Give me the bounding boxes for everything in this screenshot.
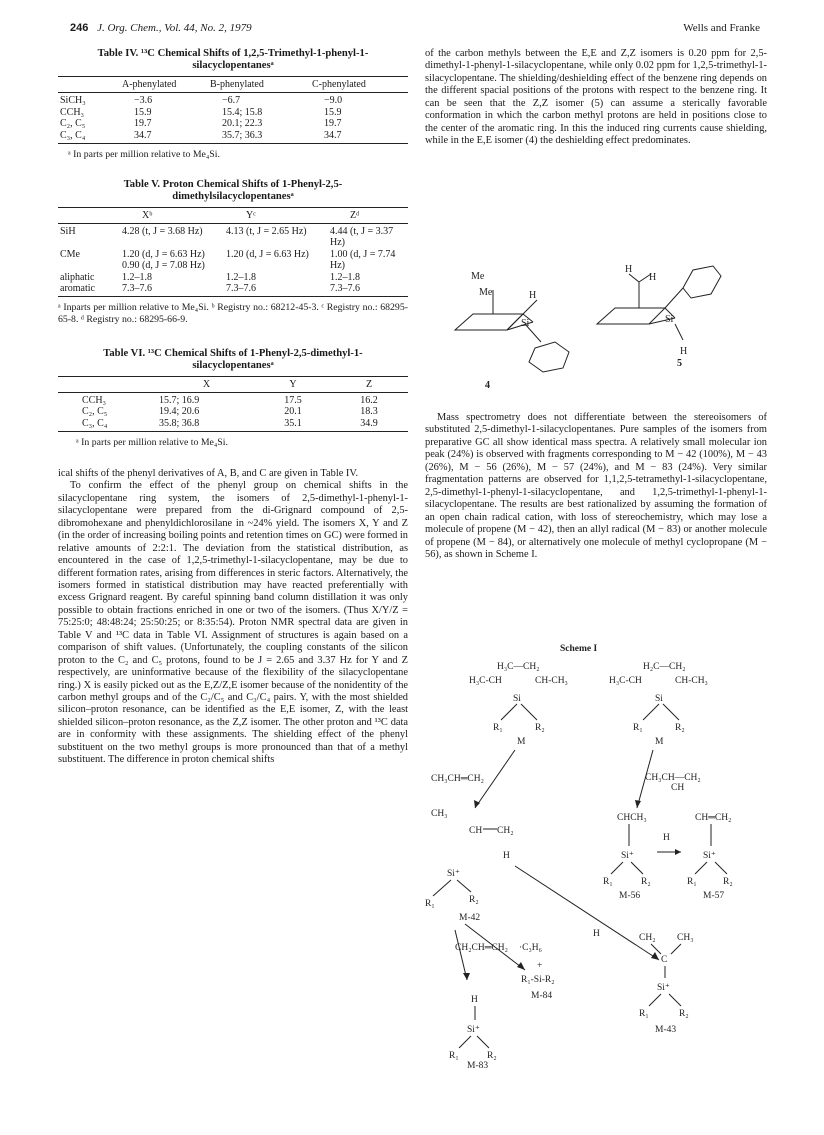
scheme-text: R₂ [535,723,545,733]
table4-header: A-phenylated [120,77,208,93]
s4-me: Me [479,287,493,298]
table-cell: 15.4; 15.8 [222,106,263,118]
table-cell: 1.00 (d, J = 7.74 Hz) [330,248,396,272]
scheme-arrow-label: CH₂CH═CH₂ [455,943,508,953]
scheme-text: CH [469,826,483,836]
table-cell: 34.9 [330,418,408,432]
scheme-M83 [449,995,497,1061]
table-cell: 15.7; 16.9 [159,395,200,407]
scheme-M83-label: M-83 [467,1061,489,1071]
table-cell: 15.9 [134,106,152,118]
scheme-arrow-label: CH₃CH—CH₂ [645,773,701,783]
table5-header: Yᶜ [224,207,328,223]
scheme-text: R₁ [639,1009,649,1019]
table4-title: Table IV. ¹³C Chemical Shifts of 1,2,5-Trimethyl-1-phenyl-1-silacyclopentanesᵃ [97,48,369,71]
right-column [425,48,767,148]
scheme-text: CH₂ [639,933,656,943]
table-cell: CCH₃ [60,106,85,118]
table5 [58,207,408,298]
table-cell: SiH [60,226,76,238]
body-paragraph: of the carbon methyls between the E,E and Z,Z isomers is 0.20 ppm for 2,5-dimethyl-1-phenyl-1-silacyclopentane, while only 0.02 ppm for 1,2,5-trimethyl-1-silacyclopentane. The shielding/deshielding effect of the benzene ring depends on the different spacial positions of the protons with respect to the benzene ring. It can be seen that the Z,Z isomer (5) can assume a sterically favorable conformation in which the carbon methyl protons are held in positions close to the center of the aromatic ring. In this the induced ring currents cause shielding, while in the E,E isomer (4) the deshielding effect predominates. [425,48,767,147]
table6-title: Table VI. ¹³C Chemical Shifts of 1-Phenyl-2,5-dimethyl-1-silacyclopentanesᵃ [103,347,363,371]
table-cell: −6.7 [222,95,241,107]
table6-header: Z [330,376,408,392]
scheme-text: Si [655,694,663,704]
scheme-text: H [503,851,510,861]
scheme-1 [425,640,785,1071]
scheme-text: H₃C-CH [469,676,502,686]
scheme-text: CH₂ [497,826,514,836]
table-cell: 15.9 [324,106,342,118]
table-cell: 1.2–1.8 [226,271,256,283]
table-cell: aromatic [58,283,120,297]
scheme-M57 [687,813,733,901]
s5-h3: H [680,346,688,357]
table-cell: 4.28 (t, J = 3.68 Hz) [122,226,203,238]
table-cell: 7.3–7.6 [120,283,224,297]
body-paragraph: To confirm the effect of the phenyl group on chemical shifts in the silacyclopentane ring system, the isomers of 2,5-dimethyl-1-phenyl-1-silacyclopentane were prepared from the di-Grignard compound of 2,5-dibromohexane and phenyldichlorosilane in ~24% yield. The isomers X, Y and Z (in the order of increasing boiling points and retention times on GC) were formed in relative amounts of 2:2:1. The deviation from the statistical distribution, as encountered in the case of 1,2,5-trimethyl-1-silacyclopentane, may be due to different formation rates, arising from differences in steric factors. Alternatively, the isomers formed in statistical distribution may have reacted preferentially with excess Grignard reagent. By careful spinning band column distillation it was only possible to obtain fractions enriched in one or two of the isomers. (Thus X/Y/Z = 75:25:0; 48:48:24; 25:50:25; or 8:35:54). Proton NMR spectral data are given in Table V and ¹³C data in Table VI. Assignment of structures is again based on a comparison of shift values. (Unfortunately, the coupling constants of the silicon proton to the C₂ and C₅ protons, found to be J = 2.65 and 3.37 Hz for Y and Z respectively, are uninformative because of the flexibility of the silacyclopentane ring.) X is easily picked out as the E,Z/Z,E isomer because of the nonidentity of the carbon methyl groups and of the C₂/C₅ and C₃/C₄ pairs. Y, with the most shielded silicon–proton resonance, can be identified as the E,E isomer, Z, with the least shielded silicon–proton resonance, as the Z,Z isomer. The other proton and ¹³C data are in conformity with these assignments. The shielding effect of the phenyl substituent on the two methyl groups is more pronounced than that of a methyl substituent. The difference in proton chemical shifts [58,480,408,766]
scheme-text: R₁ [449,1051,459,1061]
s4-h: H [529,290,537,301]
s4-label: 4 [485,380,490,391]
table-cell: 35.1 [256,418,330,432]
table-row [58,249,408,272]
table-row [58,130,408,144]
structure-5 [597,264,721,369]
left-column [58,48,408,767]
scheme-M43 [639,933,694,1035]
scheme-text: R₂ [487,1051,497,1061]
scheme-text: R₁ [687,877,697,887]
table6-header: Y [256,376,330,392]
table-cell: SiCH₃ [60,95,86,107]
table4 [58,76,408,144]
table6 [58,376,408,433]
scheme-text: M-42 [459,913,481,923]
scheme-text: CH₃ [677,933,694,943]
scheme-arrow-label: H [663,833,670,843]
scheme-text: M [517,737,526,747]
table5-title: Table V. Proton Chemical Shifts of 1-Phenyl-2,5-dimethylsilacyclopentanesᵃ [123,178,343,202]
s5-label: 5 [677,358,682,369]
table-cell: 1.20 (d, J = 6.63 Hz) [226,248,309,260]
page-number: 246 [70,22,89,34]
table-cell: 34.7 [310,130,408,144]
scheme-text: C [661,955,668,965]
table-cell: 17.5 [284,395,302,407]
s5-h1: H [625,264,633,275]
scheme-text: Si⁺ [657,983,670,993]
table-cell: 16.2 [360,395,378,407]
scheme-title: Scheme I [560,644,598,654]
body-paragraph: ical shifts of the phenyl derivatives of A, B, and C are given in Table IV. [58,467,359,479]
scheme-arrow-label: ·C₃H₆ [519,943,542,953]
scheme-text: R₁ [425,899,435,909]
scheme-arrow-label: CH [671,783,685,793]
table-cell: aliphatic [60,271,95,283]
body-paragraph: Mass spectrometry does not differentiate between the stereoisomers of substituted 2,5-dimethyl-1-silacyclopentanes. Pure samples of the isomers from preparative GC all show identical mass spectra. A relatively small molecular ion peak (24%) is observed with fragments corresponding to M − 42 (100%), M − 43 (26%), M − 56 (26%), M − 57 (24%), and M − 83 (24%). Very similar fragmentation patterns are observed for 1,1,2,5-tetramethyl-1-silacyclopentane, 2,5-dimethyl-1-phenyl-1-silacyclopentane, and 1,2,5-trimethyl-1-phenyl-1-silacyclopentane. The results are best rationalized by assuming the formation of an open chain radical cation, with loss of stereochemistry, which may lose a molecule of propene (M − 42), then an allyl radical (M − 83) or another molecule of propene (M − 84), or alternatively one molecule of methyl cyclopropane (M − 56), as shown in Scheme I. [425,412,767,560]
scheme-text: Si⁺ [621,851,634,861]
table-cell: 19.4; 20.6 [159,406,200,418]
table5-header: Xᵇ [120,207,224,223]
table-cell: 20.1; 22.3 [222,118,263,130]
scheme-text: CH-CH₃ [675,676,708,686]
table-row [58,118,408,129]
table4-header [58,77,120,93]
table-cell: C₃, C₄ [58,130,120,144]
scheme-text: R₂ [679,1009,689,1019]
table-cell: 34.7 [120,130,208,144]
table-cell: 19.7 [324,118,342,130]
scheme-text: CH₃ [431,809,448,819]
scheme-text: M-57 [703,891,725,901]
table5-footnote: ᵃ Inparts per million relative to Me₄Si. ᵇ Registry no.: 68212-45-3. ᶜ Registry no.: 68295-65-8. ᵈ Registry no.: 68295-66-9. [58,302,408,326]
running-authors: Wells and Franke [683,22,760,34]
scheme-text: Si⁺ [447,869,460,879]
table-cell: 4.13 (t, J = 2.65 Hz) [226,226,307,238]
structure-4 [455,271,569,391]
scheme-text: Si⁺ [467,1025,480,1035]
table-cell: 35.8; 36.8 [157,418,256,432]
journal-citation: J. Org. Chem., Vol. 44, No. 2, 1979 [97,22,252,34]
scheme-text: H₂C—CH₂ [643,662,686,672]
table-cell: −3.6 [134,95,153,107]
scheme-text: R₁ [493,723,503,733]
structures-4-5 [425,262,767,400]
scheme-text: R₁ [603,877,613,887]
table5-header [58,207,120,223]
table4-header: B-phenylated [208,77,310,93]
scheme-text: R₂ [723,877,733,887]
table4-footnote: ᵃ In parts per million relative to Me₄Si. [68,149,220,161]
table-row [58,393,408,407]
scheme-text: R₁ [633,723,643,733]
table4-header: C-phenylated [310,77,408,93]
scheme-arrow-label: H [593,929,600,939]
table-cell: 18.3 [360,406,378,418]
table6-header: X [157,376,256,392]
table6-header [58,376,157,392]
table-row [58,406,408,417]
table-row [58,272,408,283]
scheme-text: + [537,961,543,971]
scheme-text: M-84 [531,991,553,1001]
table-row [58,107,408,118]
scheme-M-left [469,662,568,747]
scheme-text: M-56 [619,891,641,901]
table-cell: −9.0 [324,95,343,107]
table-cell: 7.3–7.6 [328,283,408,297]
scheme-text: R₂ [641,877,651,887]
table-cell: 20.1 [284,406,302,418]
s4-si: Si [521,318,530,329]
scheme-arrow-label: CH₃CH═CH₂ [431,774,484,784]
table-row [58,93,408,107]
scheme-text: M [655,737,664,747]
scheme-M-right [609,662,708,747]
table-cell: 7.3–7.6 [224,283,328,297]
table-cell: C₂, C₅ [60,118,86,130]
scheme-text: CH═CH₂ [695,813,732,823]
scheme-text: Si⁺ [703,851,716,861]
scheme-text: CH-CH₃ [535,676,568,686]
scheme-M56 [603,813,651,901]
table-row [58,418,408,432]
scheme-text: CHCH₃ [617,813,647,823]
scheme-text: M-43 [655,1025,677,1035]
table-cell: CMe [60,248,80,260]
s5-h2: H [649,272,657,283]
table-cell: 35.7; 36.3 [208,130,310,144]
scheme-M42 [425,809,514,923]
scheme-text: R₂ [469,895,479,905]
scheme-M84 [521,961,555,1001]
table-row [58,224,408,249]
table-cell: C₂, C₅ [82,406,108,418]
table6-footnote: ᵃ In parts per million relative to Me₄Si. [76,437,228,449]
table-cell: 1.2–1.8 [122,271,152,283]
scheme-text: H₃C-CH [609,676,642,686]
table-row [58,283,408,297]
table-cell: 1.20 (d, J = 6.63 Hz) 0.90 (d, J = 7.08 Hz) [122,248,205,272]
s4-me-top: Me [471,271,485,282]
table-cell: 4.44 (t, J = 3.37 Hz) [330,226,394,249]
right-column-lower [425,412,767,561]
scheme-text: Si [513,694,521,704]
scheme-text: R₁-Si-R₂ [521,975,555,985]
table-cell: C₃, C₄ [58,418,157,432]
table-cell: CCH₃ [82,395,107,407]
scheme-text: R₂ [675,723,685,733]
table5-header: Zᵈ [328,207,408,223]
s5-si: Si [665,314,674,325]
page-header [70,22,760,38]
scheme-text: H [471,995,478,1005]
table-cell: 19.7 [134,118,152,130]
table-cell: 1.2–1.8 [330,271,360,283]
scheme-text: H₃C—CH₂ [497,662,540,672]
